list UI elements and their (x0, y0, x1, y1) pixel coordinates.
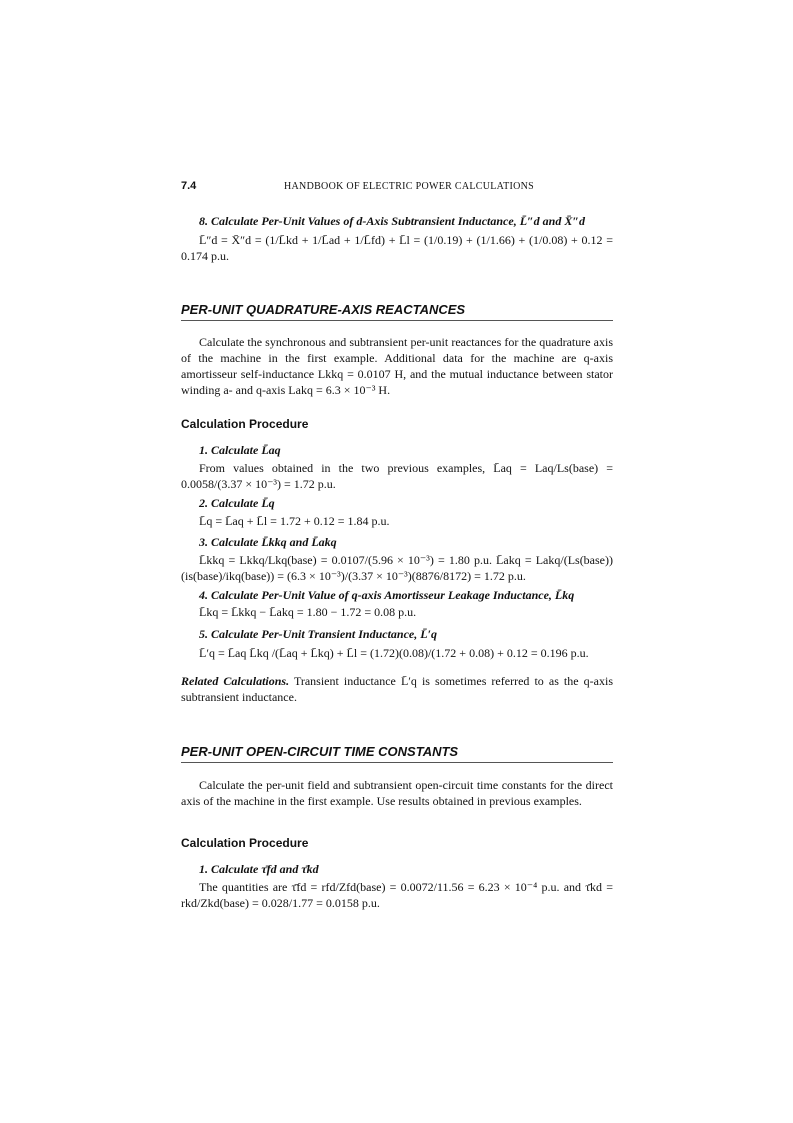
section-title-time-constants: PER-UNIT OPEN-CIRCUIT TIME CONSTANTS (181, 744, 459, 759)
q-step5-heading: 5. Calculate Per-Unit Transient Inductance, L̄′q (199, 627, 437, 641)
calculation-procedure-heading: Calculation Procedure (181, 417, 309, 431)
step8-heading: 8. Calculate Per-Unit Values of d-Axis Subtransient Inductance, L̄″d and X̄″d (199, 214, 585, 228)
running-title: HANDBOOK OF ELECTRIC POWER CALCULATIONS (284, 181, 535, 192)
q-step2-text: L̄q = L̄aq + L̄l = 1.72 + 0.12 = 1.84 p.u. (199, 514, 390, 528)
q-step3-heading: 3. Calculate L̄kkq and L̄akq (199, 535, 337, 549)
q-step5-text: L̄′q = L̄aq L̄kq /(L̄aq + L̄kq) + L̄l = (1.72)(0.08)/(1.72 + 0.08) + 0.12 = 0.196 p.u. (199, 646, 589, 660)
related-calculations (181, 673, 613, 705)
q-step2-heading: 2. Calculate L̄q (199, 496, 275, 510)
section2-intro: Calculate the per-unit field and subtransient open-circuit time constants for the direct axis of the machine in the first example. Use results obtained in previous examples. (181, 778, 613, 808)
step8-text: L̄″d = X̄″d = (1/L̄kd + 1/L̄ad + 1/L̄fd) + L̄l = (1/0.19) + (1/1.66) + (1/0.08) + 0.12 = 0.174 p.u. (181, 233, 613, 263)
related-label: Related Calculations. (181, 674, 290, 688)
q-step4-heading: 4. Calculate Per-Unit Value of q-axis Amortisseur Leakage Inductance, L̄kq (199, 588, 575, 602)
q-step4-text: L̄kq = L̄kkq − L̄akq = 1.80 − 1.72 = 0.08 p.u. (199, 605, 417, 619)
section-title-quadrature: PER-UNIT QUADRATURE-AXIS REACTANCES (181, 302, 466, 317)
q-step1-text: From values obtained in the two previous examples, L̄aq = Laq/Ls(base) = 0.0058/(3.37 × 10⁻³) = 1.72 p.u. (181, 461, 613, 491)
section-rule (181, 320, 613, 321)
q-step1-heading: 1. Calculate L̄aq (199, 443, 281, 457)
t-step1-text: The quantities are τ̄fd = rfd/Zfd(base) = 0.0072/11.56 = 6.23 × 10⁻⁴ p.u. and τ̄kd = rkd/Zkd(base) = 0.028/1.77 = 0.0158 p.u. (181, 880, 613, 910)
calculation-procedure-heading-2: Calculation Procedure (181, 836, 309, 850)
q-step3-text: L̄kkq = Lkkq/Lkq(base) = 0.0107/(5.96 × 10⁻³) = 1.80 p.u. L̄akq = Lakq/(Ls(base))(is(base)/ikq(base)) = (6.3 × 10⁻³)/(3.37 × 10⁻³)(8876/8172) = 1.72 p.u. (181, 553, 613, 583)
t-step1-heading: 1. Calculate τ̄fd and τ̄kd (199, 862, 319, 876)
section-rule-2 (181, 762, 613, 763)
page-number: 7.4 (181, 180, 197, 192)
related-text: Transient inductance L̄′q is sometimes referred to as the q-axis subtransient inductance. (181, 674, 613, 704)
section1-intro: Calculate the synchronous and subtransient per-unit reactances for the quadrature axis of the machine in the first example. Additional data for the machine are q-axis amortisseur self-inductance Lkkq = 0.0107 H, and the mutual inductance between stator winding a- and q-axis Lakq = 6.3 × 10⁻³ H. (181, 335, 613, 397)
page-header (181, 180, 613, 200)
